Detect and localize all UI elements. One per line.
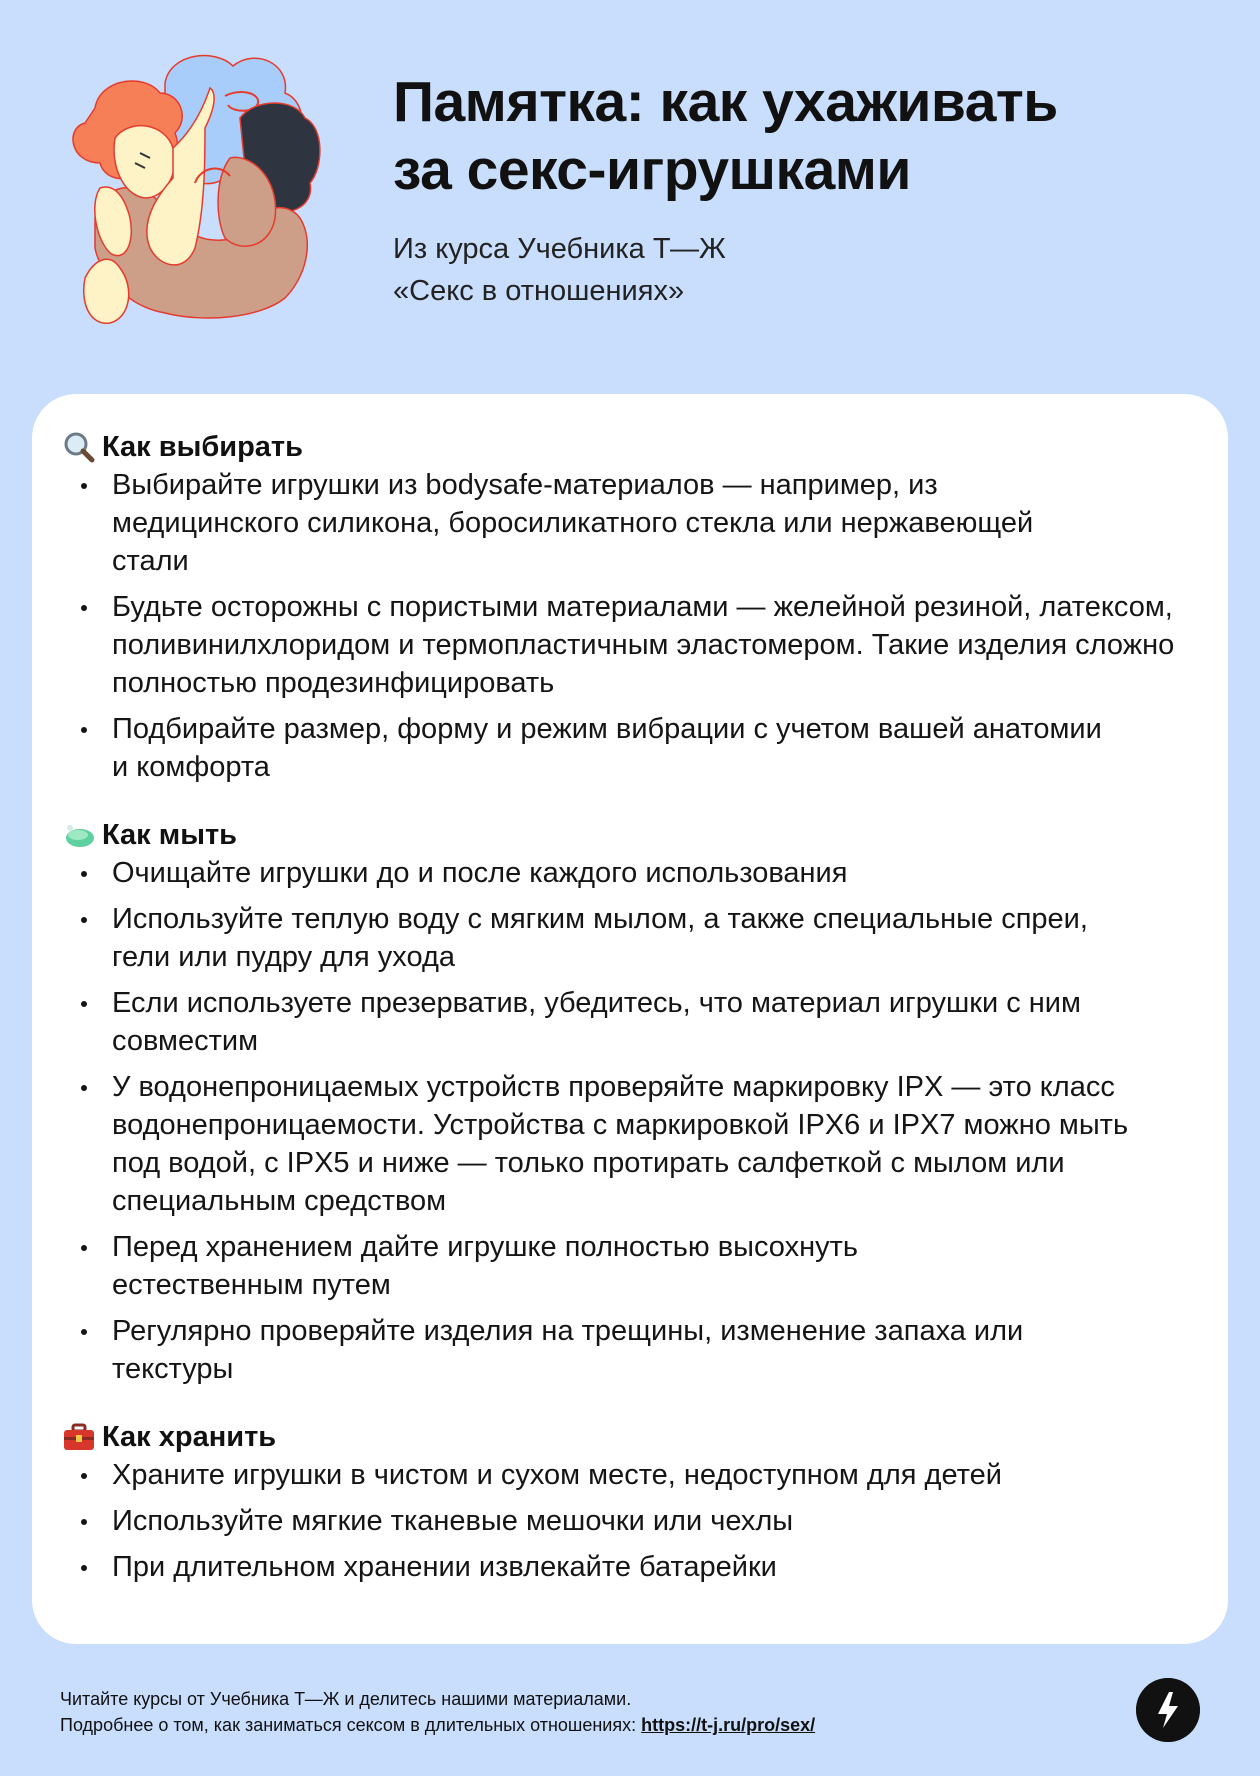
list-item: Храните игрушки в чистом и сухом месте, недоступном для детей xyxy=(62,1456,1212,1494)
magnifier-icon xyxy=(62,430,96,464)
title-line-1: Памятка: как ухаживать xyxy=(393,70,1058,134)
list-item: Регулярно проверяйте изделия на трещины, изменение запаха или текстуры xyxy=(62,1312,1112,1388)
subtitle-line-2: «Секс в отношениях» xyxy=(393,275,685,307)
list-item: У водонепроницаемых устройств проверяйте маркировку IPX — это класс водонепроницаемости. Устройства с маркировкой IPX6 и IPX7 можно мыть под водой, с IPX5 и ниже — только протирать салфеткой с мылом или специальным средством xyxy=(62,1068,1142,1220)
footer-text: Подробнее о том, как заниматься сексом в длительных отношениях: xyxy=(60,1715,637,1735)
section-title: Как мыть xyxy=(102,818,238,851)
title-line-2: за секс-игрушками xyxy=(393,138,911,202)
section-store xyxy=(62,1418,1198,1594)
bullet-list xyxy=(62,854,1198,1388)
list-item: При длительном хранении извлекайте батарейки xyxy=(62,1548,1212,1586)
bullet-list xyxy=(62,466,1198,786)
bullet-list xyxy=(62,1456,1198,1586)
section-title: Как выбирать xyxy=(102,430,303,463)
section-wash xyxy=(62,816,1198,1396)
list-item: Если используете презерватив, убедитесь, что материал игрушки с ним совместим xyxy=(62,984,1112,1060)
section-title: Как хранить xyxy=(102,1420,277,1453)
toolbox-icon xyxy=(62,1420,96,1454)
course-link[interactable]: https://t-j.ru/pro/sex/ xyxy=(641,1715,816,1735)
soap-icon xyxy=(62,818,96,852)
list-item: Подбирайте размер, форму и режим вибрации с учетом вашей анатомии и комфорта xyxy=(62,710,1112,786)
list-item: Перед хранением дайте игрушке полностью высохнуть естественным путем xyxy=(62,1228,1032,1304)
course-subtitle xyxy=(393,228,1093,312)
footer-line-1: Читайте курсы от Учебника Т—Ж и делитесь нашими материалами. xyxy=(60,1689,632,1709)
lightning-logo-icon[interactable] xyxy=(1136,1678,1200,1742)
subtitle-line-1: Из курса Учебника Т—Ж xyxy=(393,233,726,265)
section-choose xyxy=(62,428,1198,794)
list-item: Используйте теплую воду с мягким мылом, а также специальные спреи, гели или пудру для ухода xyxy=(62,900,1112,976)
list-item: Будьте осторожны с пористыми материалами — желейной резиной, латексом, поливинилхлоридом и термопластичным эластомером. Такие изделия сложно полностью продезинфицировать xyxy=(62,588,1197,702)
footer-line-2 xyxy=(60,1712,815,1738)
footer xyxy=(60,1686,815,1738)
content-card xyxy=(32,394,1228,1644)
list-item: Выбирайте игрушки из bodysafe-материалов — например, из медицинского силикона, боросиликатного стекла или нержавеющей стали xyxy=(62,466,1042,580)
list-item: Очищайте игрушки до и после каждого использования xyxy=(62,854,1162,892)
list-item: Используйте мягкие тканевые мешочки или чехлы xyxy=(62,1502,1212,1540)
page-title xyxy=(393,68,1213,204)
couple-illustration xyxy=(55,48,345,338)
